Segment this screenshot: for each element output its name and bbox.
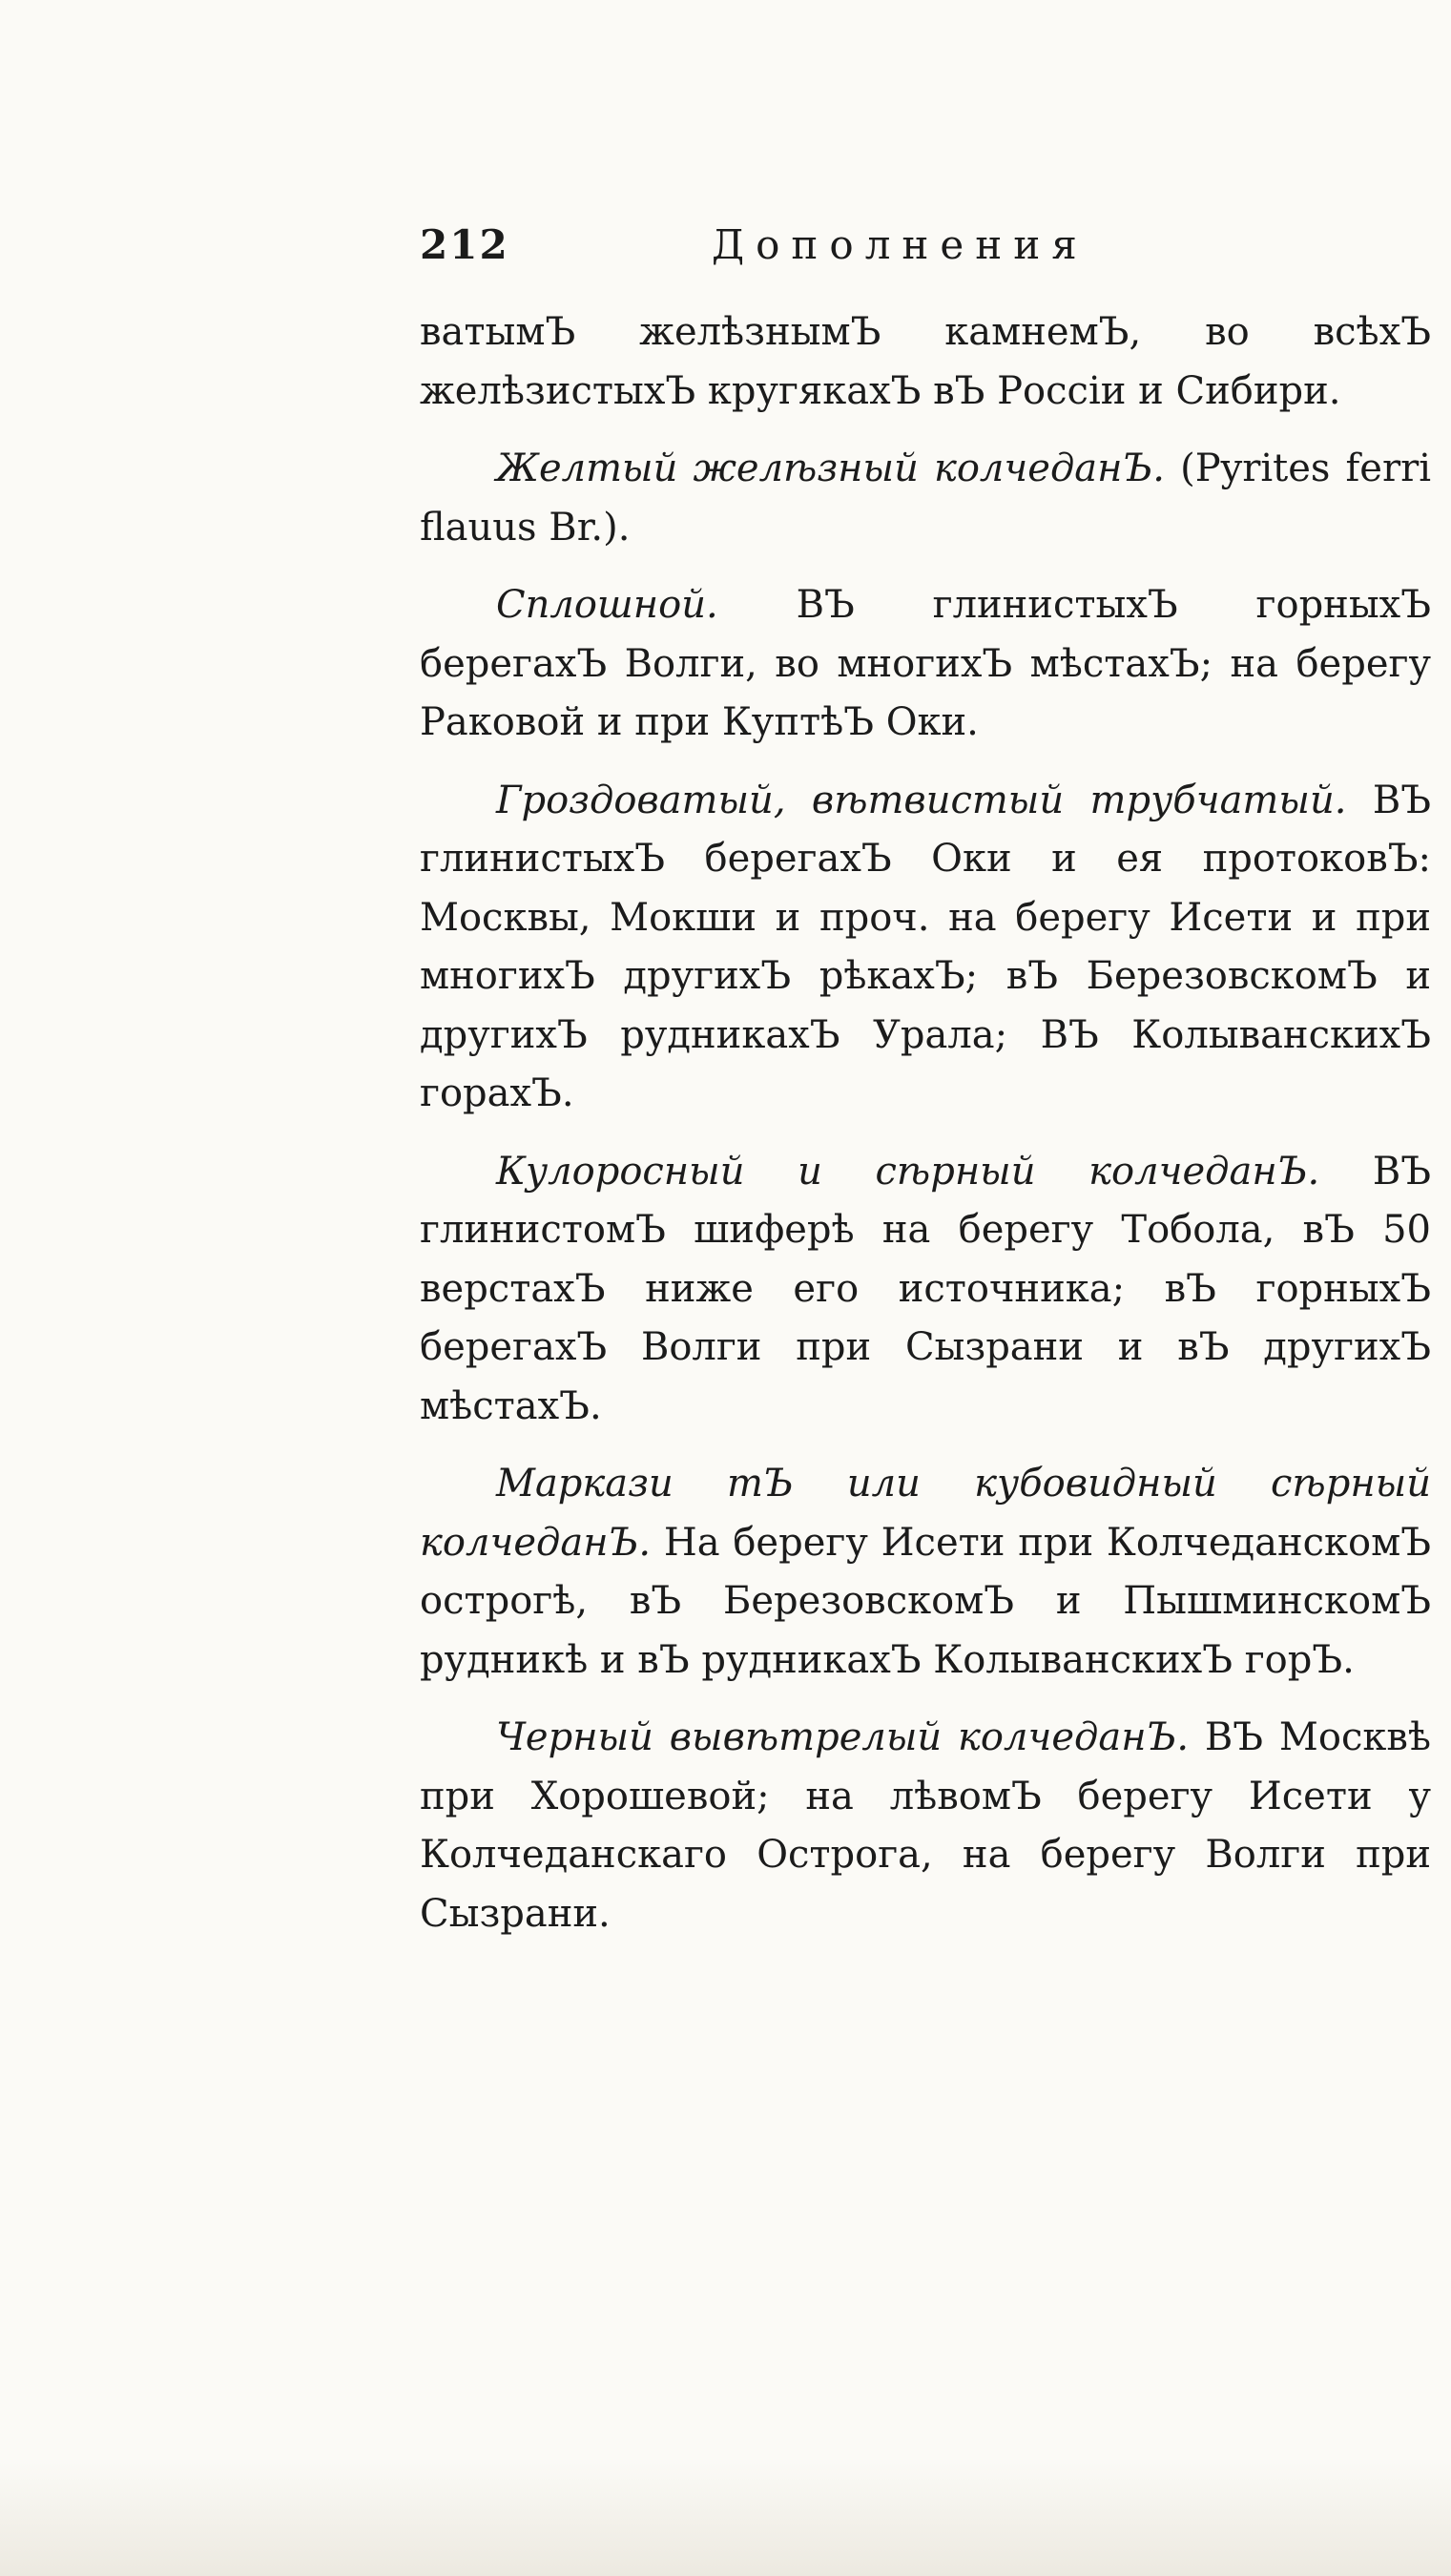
paragraph-text: ватымЪ желѣзнымЪ камнемЪ, во всѣхЪ желѣзистыхЪ кругякахЪ вЪ Россiи и Сибири. bbox=[420, 310, 1431, 413]
paragraph-text: На берегу Исети при КолчеданскомЪ острогѣ, вЪ БерезовскомЪ и ПышминскомЪ рудникѣ и вЪ рудникахЪ КолыванскихЪ горЪ. bbox=[420, 1520, 1431, 1682]
paragraph-term: Сплошной. bbox=[496, 583, 718, 627]
paragraph-term: Гроздоватый, вѣтвистый трубчатый. bbox=[496, 778, 1347, 822]
paragraph-text: ВЪ глинистомЪ шиферѣ на берегу Тобола, вЪ 50 верстахЪ ниже его источника; вЪ горныхЪ берегахЪ Волги при Сызрани и вЪ другихЪ мѣстахЪ. bbox=[420, 1149, 1431, 1428]
paragraph-term: Желтый желѣзный колчеданЪ. bbox=[496, 447, 1165, 490]
paragraph-term: Маркази тЪ или кубовидный сѣрный колчеданЪ. bbox=[420, 1462, 1431, 1565]
body-text bbox=[420, 303, 1431, 1963]
paragraph-clustered bbox=[420, 772, 1431, 1124]
paragraph-continuation bbox=[420, 303, 1431, 421]
paragraph-vitriol bbox=[420, 1143, 1431, 1437]
running-title: Дополнения bbox=[712, 221, 1088, 268]
paragraph-term: Черный вывѣтрелый колчеданЪ. bbox=[496, 1715, 1190, 1759]
page-header bbox=[420, 221, 1431, 279]
paragraph-text: ВЪ глинистыхЪ горныхЪ берегахЪ Волги, во многихЪ мѣстахЪ; на берегу Раковой и при КуптѣЪ Оки. bbox=[420, 583, 1431, 744]
page-number: 212 bbox=[420, 221, 509, 268]
paragraph-black-pyrite bbox=[420, 1709, 1431, 1943]
paragraph-text: ВЪ глинистыхЪ берегахЪ Оки и ея протоковЪ: Москвы, Мокши и проч. на берегу Исети и при многихЪ другихЪ рѣкахЪ; вЪ БерезовскомЪ и другихЪ рудникахЪ Урала; ВЪ КолыванскихЪ горахЪ. bbox=[420, 778, 1431, 1115]
paragraph-text: (Pyrites ferri flauus Br.). bbox=[420, 447, 1431, 550]
paragraph-term: Кулоросный и сѣрный колчеданЪ. bbox=[496, 1149, 1320, 1194]
paragraph-solid bbox=[420, 576, 1431, 753]
page-bottom-shadow bbox=[0, 2462, 1451, 2576]
paragraph-yellow-pyrite bbox=[420, 440, 1431, 557]
paragraph-marcasite bbox=[420, 1455, 1431, 1690]
paragraph-text: ВЪ Москвѣ при Хорошевой; на лѣвомЪ берегу Исети у Колчеданскаго Острога, на берегу Волги при Сызрани. bbox=[420, 1715, 1432, 1936]
